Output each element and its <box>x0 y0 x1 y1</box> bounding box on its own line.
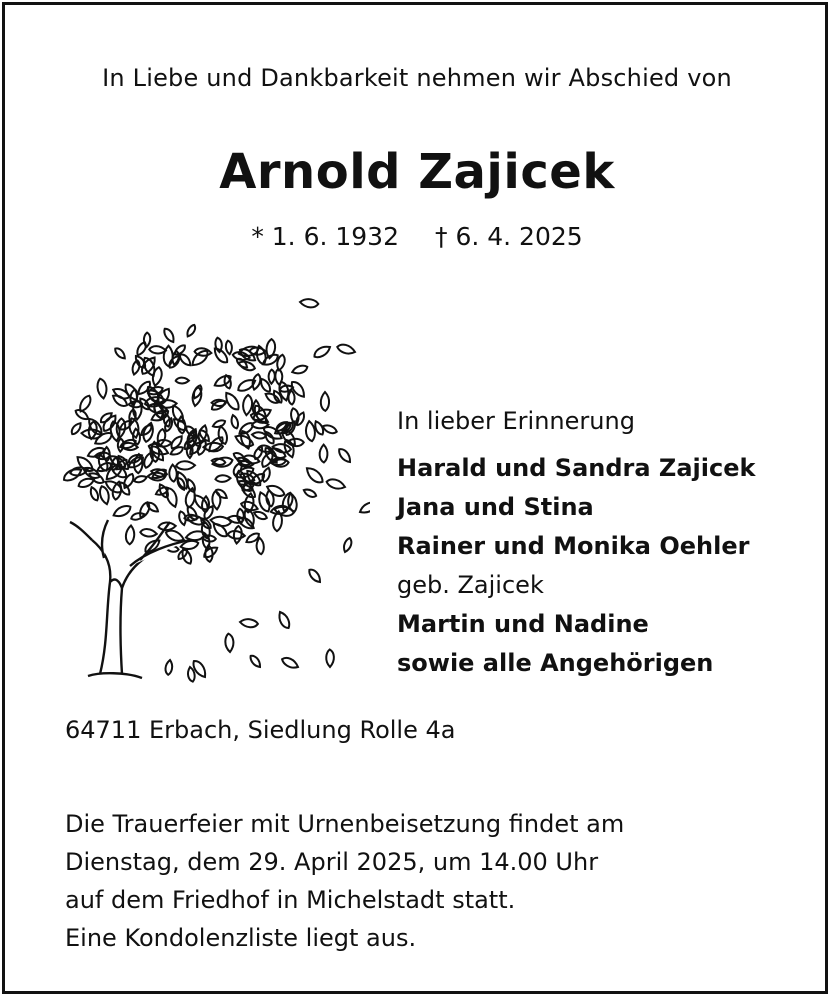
birth-date: * 1. 6. 1932 <box>251 222 399 251</box>
mourner-line: geb. Zajicek <box>397 571 544 599</box>
address-line: 64711 Erbach, Siedlung Rolle 4a <box>65 716 456 744</box>
mourners-block <box>397 402 817 683</box>
ceremony-line: Eine Kondolenzliste liegt aus. <box>65 924 417 952</box>
life-dates <box>0 222 834 251</box>
mourner-line: Harald und Sandra Zajicek <box>397 454 756 482</box>
mourner-line: Rainer und Monika Oehler <box>397 532 750 560</box>
mourners-heading: In lieber Erinnerung <box>397 407 635 435</box>
ceremony-line: Die Trauerfeier mit Urnenbeisetzung findet am <box>65 810 625 838</box>
mourner-line: Martin und Nadine <box>397 610 649 638</box>
mourner-line: Jana und Stina <box>397 493 594 521</box>
ceremony-line: auf dem Friedhof in Michelstadt statt. <box>65 886 516 914</box>
deceased-name: Arnold Zajicek <box>219 144 615 200</box>
mourner-line: sowie alle Angehörigen <box>397 649 714 677</box>
ceremony-info <box>65 805 805 957</box>
intro-text: In Liebe und Dankbarkeit nehmen wir Abschied von <box>102 64 732 92</box>
windblown-tree-icon <box>30 282 370 692</box>
death-date: † 6. 4. 2025 <box>435 222 583 251</box>
ceremony-line: Dienstag, dem 29. April 2025, um 14.00 Uhr <box>65 848 599 876</box>
